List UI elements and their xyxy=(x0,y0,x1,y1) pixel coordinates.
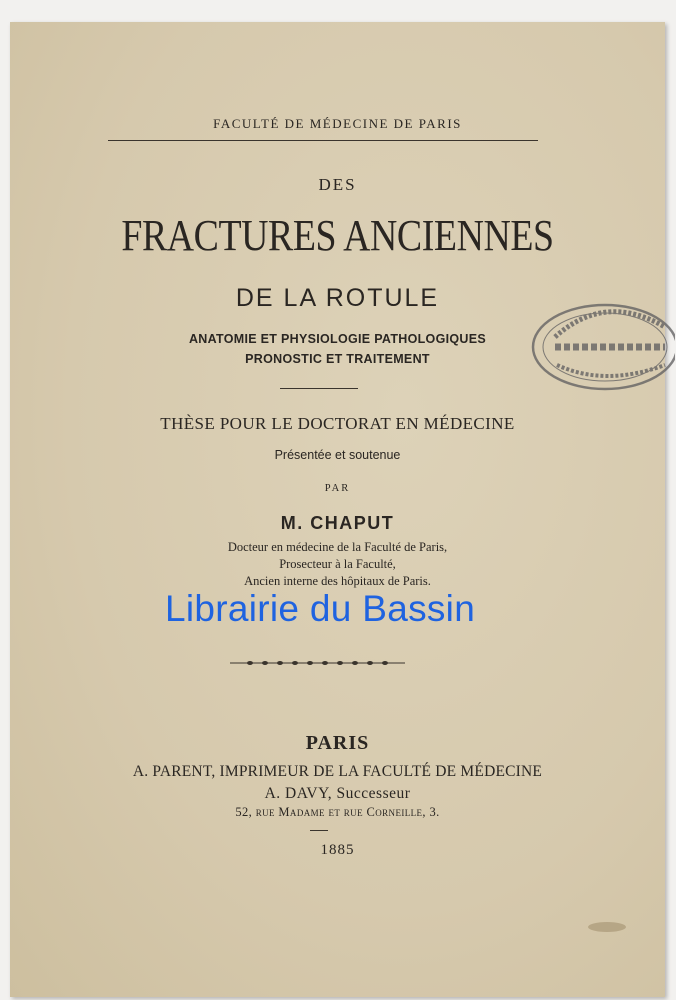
faculty-header: FACULTÉ DE MÉDECINE DE PARIS xyxy=(213,116,462,131)
subtitle-line-2: PRONOSTIC ET TRAITEMENT xyxy=(245,352,430,366)
imprint-printer: A. PARENT, IMPRIMEUR DE LA FACULTÉ DE MÉDECINE xyxy=(132,763,543,780)
imprint-city: PARIS xyxy=(305,732,370,754)
year-rule xyxy=(310,830,328,831)
author-name: M. CHAPUT xyxy=(280,513,395,533)
watermark-text: Librairie du Bassin xyxy=(165,588,476,629)
document-page xyxy=(10,22,665,997)
author-credential: Ancien interne des hôpitaux de Paris. xyxy=(244,574,431,588)
ornament-divider xyxy=(230,658,405,668)
author-credential: Prosecteur à la Faculté, xyxy=(279,557,396,571)
presented-line: Présentée et soutenue xyxy=(274,448,401,462)
thesis-line: THÈSE POUR LE DOCTORAT EN MÉDECINE xyxy=(160,414,515,433)
by-label: PAR xyxy=(324,483,351,494)
author-credential: Docteur en médecine de la Faculté de Paris, xyxy=(227,540,448,554)
imprint-year: 1885 xyxy=(320,842,355,858)
section-rule xyxy=(280,388,358,389)
paper-stain xyxy=(588,922,626,932)
subtitle-line-1: ANATOMIE ET PHYSIOLOGIE PATHOLOGIQUES xyxy=(188,332,486,346)
subtitle: DE LA ROTULE xyxy=(235,284,440,312)
library-stamp xyxy=(525,287,675,407)
imprint-successor: A. DAVY, Successeur xyxy=(264,785,411,802)
title-prefix: DES xyxy=(318,175,357,194)
imprint-address: 52, rue Madame et rue Corneille, 3. xyxy=(235,805,440,819)
header-rule xyxy=(108,140,538,141)
main-title: FRACTURES ANCIENNES xyxy=(121,211,554,260)
